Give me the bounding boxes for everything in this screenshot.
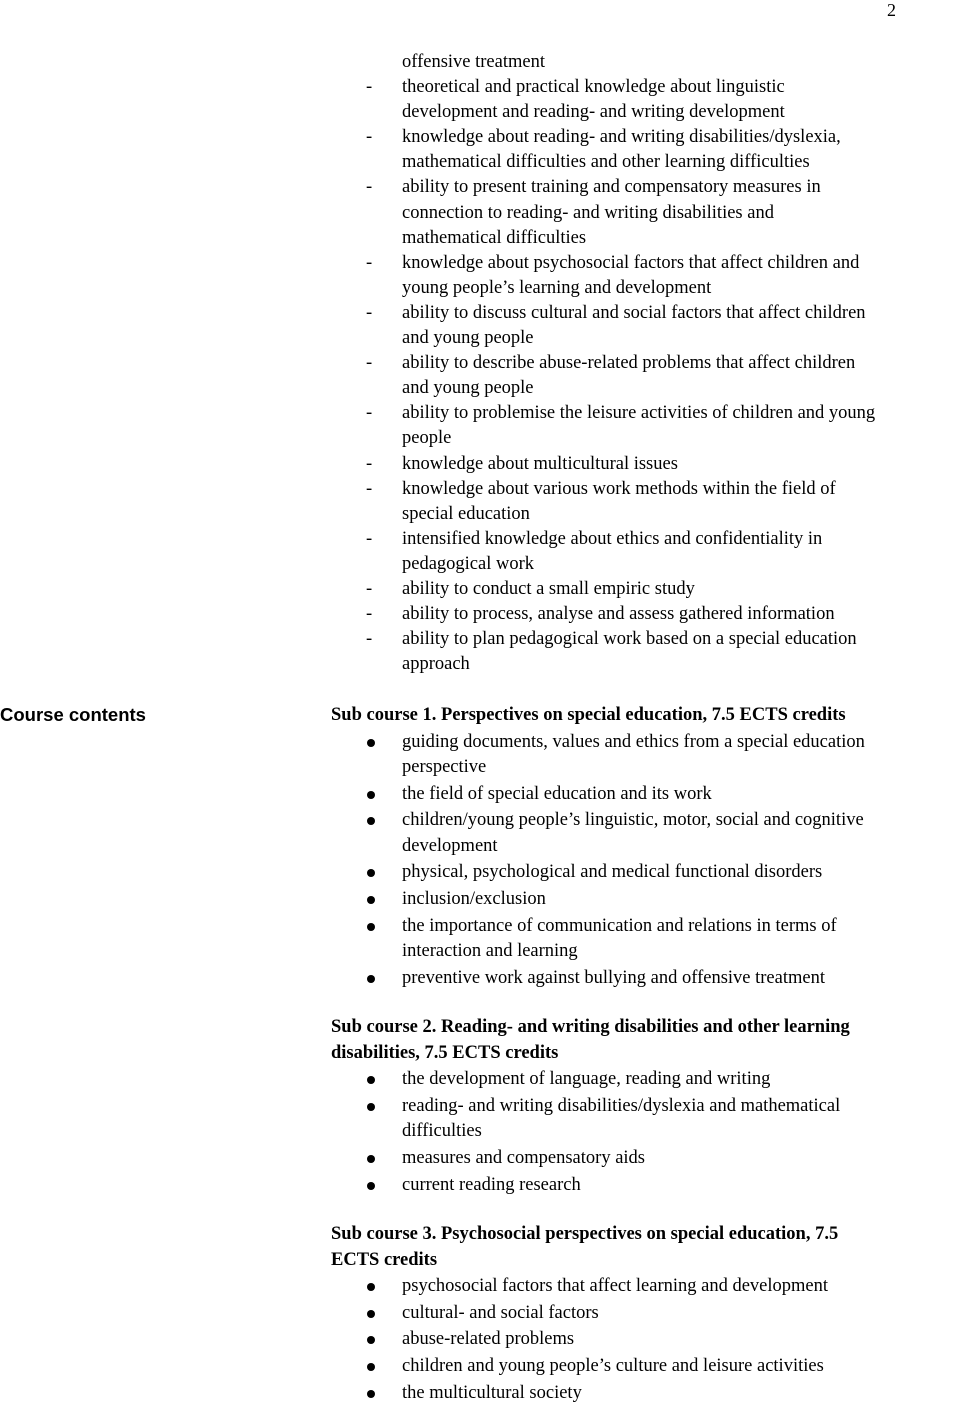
topic-item xyxy=(331,966,960,991)
outcome-line: ability to describe abuse-related problems that affect children xyxy=(402,353,856,374)
outcome-line: special education xyxy=(402,503,530,524)
subcourse-heading xyxy=(331,703,960,729)
outcome-line: knowledge about psychosocial factors that affect children and xyxy=(402,252,860,273)
outcome-item xyxy=(366,577,960,602)
topic-line: measures and compensatory aids xyxy=(402,1147,645,1168)
outcome-line: knowledge about reading- and writing disabilities/dyslexia, xyxy=(402,127,841,148)
topic-item xyxy=(331,808,960,859)
bullet-icon xyxy=(367,1155,375,1163)
subcourse-heading-line: disabilities, 7.5 ECTS credits xyxy=(331,1042,559,1063)
topic-line: cultural- and social factors xyxy=(402,1302,599,1323)
topic-line: guiding documents, values and ethics from a special education xyxy=(402,731,865,752)
outcome-line: ability to present training and compensatory measures in xyxy=(402,177,821,198)
dash-marker: - xyxy=(366,353,373,374)
dash-marker: - xyxy=(366,578,373,599)
outcome-line: and young people xyxy=(402,328,534,349)
outcome-item xyxy=(366,602,960,627)
topic-item xyxy=(331,1274,960,1299)
bullet-icon xyxy=(367,1103,375,1111)
subcourse-heading-line: Sub course 3. Psychosocial perspectives on special education, 7.5 xyxy=(331,1224,839,1244)
topic-item xyxy=(331,1327,960,1352)
dash-marker: - xyxy=(366,302,373,323)
outcome-line: and young people xyxy=(402,378,534,399)
outcome-line: intensified knowledge about ethics and confidentiality in xyxy=(402,528,823,549)
dash-marker: - xyxy=(366,403,373,424)
dash-marker: - xyxy=(366,604,373,625)
topic-item xyxy=(331,1173,960,1198)
outcome-item xyxy=(366,301,960,351)
outcome-line: theoretical and practical knowledge about linguistic xyxy=(402,77,785,98)
outcome-item xyxy=(366,627,960,677)
topic-item xyxy=(331,1301,960,1326)
subcourse-2 xyxy=(331,1015,960,1199)
bullet-icon xyxy=(367,975,375,983)
outcome-item xyxy=(366,527,960,577)
topic-line: difficulties xyxy=(402,1121,482,1142)
bullet-icon xyxy=(367,896,375,904)
topic-item xyxy=(331,1146,960,1171)
topic-item xyxy=(331,1354,960,1379)
dash-marker: - xyxy=(366,127,373,148)
topic-line: the development of language, reading and writing xyxy=(402,1069,771,1089)
bullet-icon xyxy=(367,1336,375,1344)
topic-item xyxy=(331,1094,960,1145)
topic-line: psychosocial factors that affect learning and development xyxy=(402,1276,829,1296)
outcome-line: ability to discuss cultural and social factors that affect children xyxy=(402,302,866,323)
topic-line: the field of special education and its work xyxy=(402,783,712,804)
outcome-item xyxy=(366,75,960,125)
outcome-line: pedagogical work xyxy=(402,553,535,574)
subcourse-1 xyxy=(331,703,960,993)
topic-item xyxy=(331,782,960,807)
subcourse-heading-line: Sub course 2. Reading- and writing disabilities and other learning xyxy=(331,1017,850,1037)
bullet-icon xyxy=(367,1390,375,1398)
subcourse-heading xyxy=(331,1222,960,1273)
topic-line: current reading research xyxy=(402,1174,581,1195)
page-number: 2 xyxy=(887,0,896,20)
bullet-icon xyxy=(367,791,375,799)
outcome-line: mathematical difficulties xyxy=(402,227,587,248)
outcome-item xyxy=(366,351,960,401)
subcourse-heading xyxy=(331,1015,960,1066)
outcome-item xyxy=(366,251,960,301)
topic-line: the multicultural society xyxy=(402,1382,582,1403)
topic-line: development xyxy=(402,835,498,856)
bullet-icon xyxy=(367,817,375,825)
topic-line: physical, psychological and medical functional disorders xyxy=(402,862,823,883)
topic-line: inclusion/exclusion xyxy=(402,889,546,910)
dash-marker: - xyxy=(366,77,373,98)
outcome-line: approach xyxy=(402,654,470,675)
subcourse-topic-list xyxy=(331,1274,960,1406)
outcome-line: ability to problemise the leisure activities of children and young xyxy=(402,403,876,424)
dash-marker: - xyxy=(366,252,373,273)
dash-marker: - xyxy=(366,177,373,198)
learning-outcomes-list xyxy=(366,50,960,677)
topic-line: perspective xyxy=(402,756,487,777)
bullet-icon xyxy=(367,1363,375,1371)
subcourse-heading-line: Sub course 1. Perspectives on special education, 7.5 ECTS credits xyxy=(331,705,846,725)
outcome-line: people xyxy=(402,428,452,449)
bullet-icon xyxy=(367,739,375,747)
outcome-line: development and reading- and writing development xyxy=(402,102,785,123)
dash-marker: - xyxy=(366,528,373,549)
topic-line: preventive work against bullying and offensive treatment xyxy=(402,967,825,988)
dash-marker: - xyxy=(366,478,373,499)
subcourse-topic-list xyxy=(331,1067,960,1198)
topic-item xyxy=(331,887,960,912)
bullet-icon xyxy=(367,869,375,877)
bullet-icon xyxy=(367,1076,375,1084)
continuation-line: offensive treatment xyxy=(402,52,545,72)
dash-marker: - xyxy=(366,629,373,650)
outcome-item xyxy=(366,401,960,451)
topic-line: children and young people’s culture and leisure activities xyxy=(402,1356,824,1377)
dash-marker: - xyxy=(366,453,373,474)
subcourse-heading-line: ECTS credits xyxy=(331,1249,438,1270)
outcome-line: connection to reading- and writing disabilities and xyxy=(402,202,774,223)
topic-item xyxy=(331,914,960,965)
subcourse-topic-list xyxy=(331,730,960,992)
outcome-line: ability to process, analyse and assess gathered information xyxy=(402,604,835,625)
topic-line: the importance of communication and relations in terms of xyxy=(402,915,837,936)
outcome-item xyxy=(366,125,960,175)
topic-line: reading- and writing disabilities/dyslexia and mathematical xyxy=(402,1095,841,1116)
topic-item xyxy=(331,1381,960,1406)
subcourse-3 xyxy=(331,1222,960,1408)
outcome-line: mathematical difficulties and other learning difficulties xyxy=(402,152,810,173)
outcome-line: knowledge about various work methods within the field of xyxy=(402,478,836,499)
outcome-line: ability to plan pedagogical work based on a special education xyxy=(402,629,857,650)
bullet-icon xyxy=(367,1182,375,1190)
outcome-line: ability to conduct a small empiric study xyxy=(402,578,695,599)
outcome-item xyxy=(366,477,960,527)
bullet-icon xyxy=(367,923,375,931)
bullet-icon xyxy=(367,1283,375,1291)
topic-line: children/young people’s linguistic, motor, social and cognitive xyxy=(402,810,864,831)
bullet-icon xyxy=(367,1310,375,1318)
outcome-item xyxy=(366,452,960,477)
course-contents-label: Course contents xyxy=(0,704,146,725)
topic-line: interaction and learning xyxy=(402,941,578,962)
topic-item xyxy=(331,730,960,781)
topic-item xyxy=(331,860,960,885)
outcome-line: knowledge about multicultural issues xyxy=(402,453,678,474)
outcome-line: young people’s learning and development xyxy=(402,277,712,298)
topic-line: abuse-related problems xyxy=(402,1329,575,1350)
topic-item xyxy=(331,1067,960,1092)
outcome-item xyxy=(366,175,960,250)
